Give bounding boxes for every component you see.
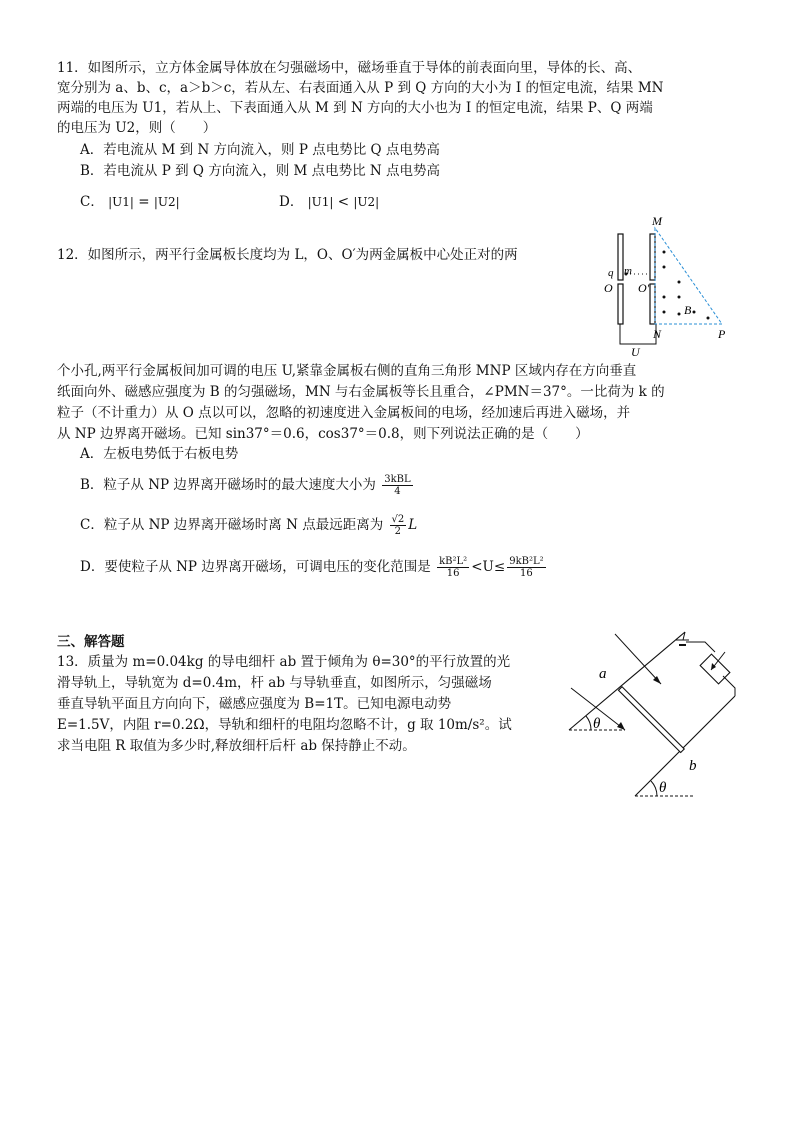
resistor-R [700, 654, 730, 684]
field-arrow-2-head [617, 722, 625, 730]
angle-arc-1 [586, 716, 591, 730]
q13-line-1: 13．质量为 m=0.04kg 的导电细杆 ab 置于倾角为 θ=30°的平行放置的光 [57, 654, 511, 670]
q13-line-4: E=1.5V，内阻 r=0.2Ω，导轨和细杆的电阻均忽略不计，g 取 10m/s²。试 [57, 717, 512, 733]
q11-line-1: 11．如图所示，立方体金属导体放在匀强磁场中，磁场垂直于导体的前表面向里，导体的长、高、 [57, 60, 642, 76]
label-theta-1: θ [593, 716, 601, 732]
left-plate-upper [618, 234, 623, 280]
q12-line-3: 纸面向外、磁感应强度为 B 的匀强磁场，MN 与右金属板等长且重合，∠PMN＝37°。一比荷为 k 的 [57, 384, 665, 400]
q13-line-2: 滑导轨上，导轨宽为 d=0.4m，杆 ab 与导轨垂直，如图所示，匀强磁场 [57, 675, 492, 691]
q13-line-3: 垂直导轨平面且方向向下，磁感应强度为 B=1T。已知电源电动势 [57, 696, 452, 712]
q13-line-5: 求当电阻 R 取值为多少时,释放细杆后杆 ab 保持静止不动。 [57, 738, 416, 754]
q11-option-c[interactable]: C． |U1| = |U2| [80, 194, 180, 210]
label-O-prime: O′ [638, 281, 650, 295]
label-theta-2: θ [659, 780, 667, 796]
q11-option-c-left: |U1| [108, 195, 134, 209]
left-plate-lower [618, 284, 623, 324]
label-P: P [718, 327, 726, 341]
field-arrow-1 [615, 634, 661, 684]
right-plate-upper [650, 234, 655, 280]
q11-line-2: 宽分别为 a、b、c，a＞b＞c，若从左、右表面通入从 P 到 Q 方向的大小为 I 的恒定电流，结果 MN [57, 80, 664, 96]
label-q: q [608, 267, 614, 279]
q12-line-2: 个小孔,两平行金属板间加可调的电压 U,紧靠金属板右侧的直角三角形 MNP 区域内存在方向垂直 [57, 363, 637, 379]
q11-option-d[interactable]: D． |U1| < |U2| [279, 194, 380, 210]
section-3-heading: 三、解答题 [57, 634, 125, 650]
q11-option-c-right: |U2| [153, 195, 180, 209]
wire-3 [723, 676, 735, 696]
q11-option-d-right: |U2| [353, 195, 380, 209]
q11-line-4: 的电压为 U2，则（ ） [57, 120, 217, 136]
label-M: M [652, 214, 662, 228]
q12-option-b[interactable]: B．粒子从 NP 边界离开磁场时的最大速度大小为 $\frac{\text{3kBL}}{4}$ [80, 474, 411, 497]
label-O: O [604, 281, 613, 295]
q12-option-a[interactable]: A．左板电势低于右板电势 [80, 446, 239, 462]
label-N: N [653, 327, 662, 341]
q11-line-3: 两端的电压为 U1，若从上、下表面通入从 M 到 N 方向的大小也为 I 的恒定电流，结果 P、Q 两端 [57, 100, 653, 116]
conducting-rod-ab [618, 687, 684, 753]
lower-rail [635, 696, 735, 796]
q11-option-b[interactable]: B．若电流从 P 到 Q 方向流入，则 M 点电势比 N 点电势高 [80, 163, 441, 179]
q12-option-c[interactable]: C．粒子从 NP 边界离开磁场时离 N 点最远距离为 $\frac{√2}{2}$ L [80, 514, 418, 537]
wire-2 [686, 642, 715, 652]
q11-option-d-left: |U1| [307, 195, 334, 209]
q11-option-d-rel: < [337, 194, 350, 210]
label-a: a [599, 666, 607, 682]
label-U: U [631, 345, 640, 359]
q11-option-a[interactable]: A．若电流从 M 到 N 方向流入，则 P 点电势比 Q 点电势高 [80, 142, 440, 158]
label-B: B [684, 303, 692, 317]
voltage-wire [620, 324, 656, 344]
right-plate-lower [650, 284, 655, 324]
q12-option-c-fraction: $\frac{√2}{2}$ [391, 514, 405, 537]
q12-figure-capacitor-magnetic-field [600, 214, 740, 360]
q12-line-5: 从 NP 边界离开磁场。已知 sin37°＝0.6，cos37°＝0.8，则下列说法正确的是（ ） [57, 426, 589, 442]
angle-arc-2 [651, 781, 657, 796]
q12-option-d[interactable]: D．要使粒子从 NP 边界离开磁场，可调电压的变化范围是 $\frac{\text{kB²L²}}{16}$ <U≤ $\frac{\text{9kB²L²}}{16}$ [80, 556, 544, 579]
q12-option-d-fraction-high: $\frac{\text{9kB²L²}}{16}$ [509, 556, 544, 579]
q12-line-1: 12．如图所示，两平行金属板长度均为 L，O、O′为两金属板中心处正对的两 [57, 247, 518, 263]
q13-figure-inclined-rails [565, 626, 745, 800]
label-b: b [689, 758, 697, 774]
label-m: m [624, 265, 632, 277]
q12-option-b-fraction: $\frac{\text{3kBL}}{4}$ [384, 474, 411, 497]
q11-option-c-rel: = [138, 194, 150, 210]
q12-option-d-fraction-low: $\frac{\text{kB²L²}}{16}$ [439, 556, 468, 579]
q12-line-4: 粒子（不计重力）从 O 点以可以，忽略的初速度进入金属板间的电场，经加速后再进入磁场，并 [57, 405, 631, 421]
